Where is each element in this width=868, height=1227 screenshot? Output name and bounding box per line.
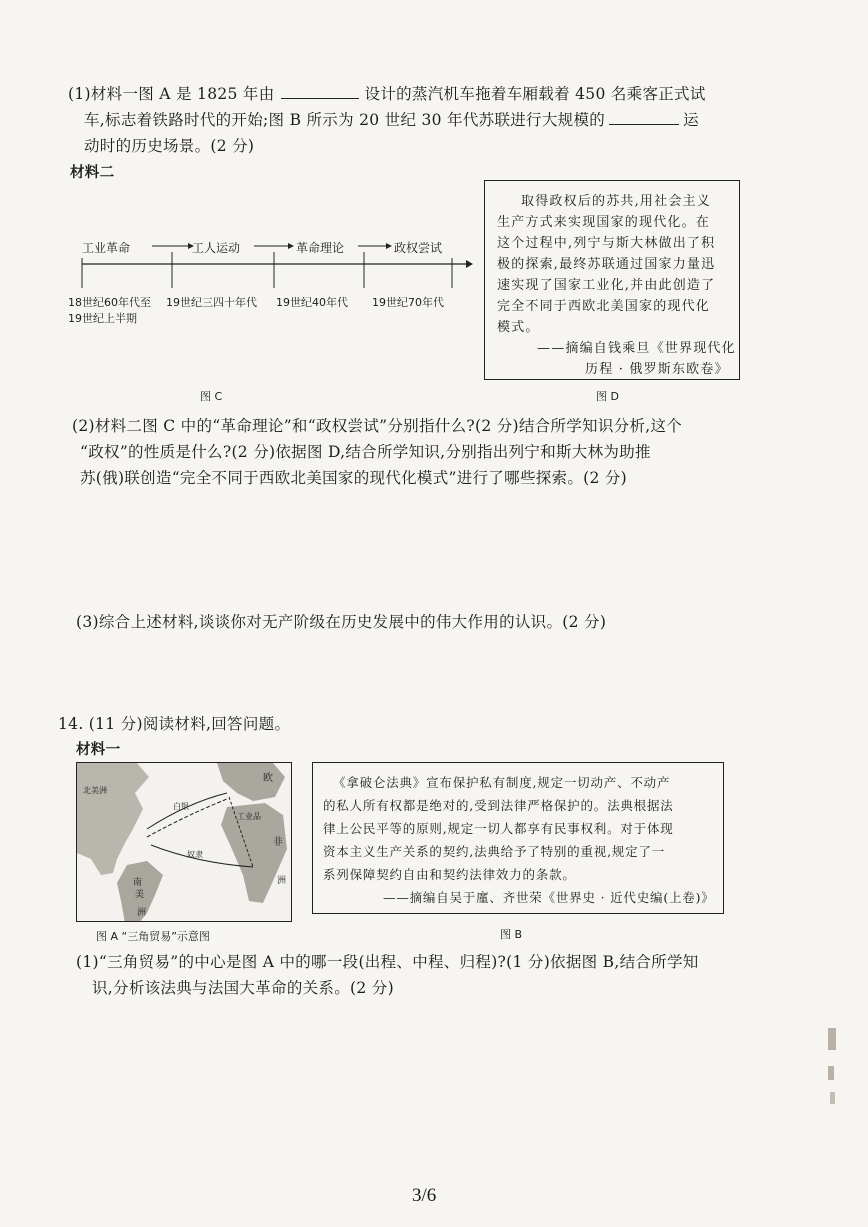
map-label-silver: 白银 — [173, 802, 189, 811]
scan-artifact-1 — [828, 1028, 836, 1050]
timeline-stage-3: 革命理论 — [296, 241, 345, 255]
timeline-period-2: 19世纪三四十年代 — [166, 296, 257, 309]
q13-p2-line3: 苏(俄)联创造“完全不同于西欧北美国家的现代化模式”进行了哪些探索。(2 分) — [80, 469, 628, 487]
map-label-manufactures: 工业品 — [237, 812, 261, 821]
q13-p1-line3: 动时的历史场景。(2 分) — [84, 137, 255, 155]
q14-p1-line2: 识,分析该法典与法国大革命的关系。(2 分) — [92, 979, 394, 997]
map-label-north-america: 北美洲 — [83, 786, 107, 795]
q13-p2-line2: “政权”的性质是什么?(2 分)依据图 D,结合所学知识,分别指出列宁和斯大林为助推 — [80, 443, 651, 461]
material-1-label: 材料一 — [76, 741, 121, 758]
q13-p1-line2: 车,标志着铁路时代的开始;图 B 所示为 20 世纪 30 年代苏联进行大规模的 运 — [84, 111, 699, 129]
timeline-period-3: 19世纪40年代 — [276, 296, 348, 309]
q14-p1-line1: (1)“三角贸易”的中心是图 A 中的哪一段(出程、中程、归程)?(1 分)依据图 B,结合所学知 — [76, 953, 699, 971]
timeline-period-1b: 19世纪上半期 — [68, 312, 137, 325]
figure-d-text: 取得政权后的苏共,用社会主义 生产方式来实现国家的现代化。在 这个过程中,列宁与斯大林做出了积 极的探索,最终苏联通过国家力量迅 速实现了国家工业化,并由此创造了 完全不同于西欧北美国家的现代化 模式。 ——摘编自钱乘旦《世界现代化 历程 · 俄罗斯东欧卷》 — [497, 194, 736, 377]
figure-d-box — [484, 180, 740, 380]
figure-d-source: ——摘编自钱乘旦《世界现代化 — [537, 341, 736, 356]
caption-figure-b: 图 B — [500, 928, 523, 941]
timeline-axis-arrow — [466, 260, 473, 268]
q13-p2-line1: (2)材料二图 C 中的“革命理论”和“政权尝试”分别指什么?(2 分)结合所学知识分析,这个 — [72, 417, 683, 435]
caption-figure-c: 图 C — [200, 390, 223, 403]
q13-p1-line1: (1)材料一图 A 是 1825 年由 设计的蒸汽机车拖着车厢载着 450 名乘客正式试 — [68, 85, 706, 103]
map-label-south-1: 南 — [133, 878, 143, 888]
map-label-slaves: 奴隶 — [187, 850, 203, 859]
north-america-shape — [77, 763, 149, 875]
figure-a-map — [76, 762, 292, 922]
q14-header: 14. (11 分)阅读材料,回答问题。 — [58, 715, 291, 733]
map-label-africa-2: 洲 — [277, 876, 287, 886]
europe-shape — [217, 763, 285, 801]
figure-b-box — [312, 762, 724, 914]
page-number: 3/6 — [412, 1185, 437, 1206]
map-label-south-2: 美 — [135, 890, 145, 900]
map-label-africa: 非 — [273, 837, 283, 848]
scan-artifact-2 — [828, 1066, 834, 1080]
timeline-figure-c — [68, 228, 478, 288]
timeline-period-4: 19世纪70年代 — [372, 296, 444, 309]
timeline-stage-4: 政权尝试 — [394, 241, 443, 255]
timeline-stage-2: 工人运动 — [192, 241, 241, 255]
figure-b-text: 《拿破仑法典》宣布保护私有制度,规定一切动产、不动产 的私人所有权都是绝对的,受到法律严格保护的。法典根据法 律上公民平等的原则,规定一切人都享有民事权利。对于体现 资本主义生产关系的契约,法典给予了特别的重视,规定了一 系列保障契约自由和契约法律效力的条款。 ——摘编自吴于廑、齐世荣《世界史 · 近代史编(上卷)》 — [323, 771, 715, 909]
caption-figure-a: 图 A “三角贸易”示意图 — [96, 930, 210, 943]
material-2-label: 材料二 — [70, 164, 115, 181]
timeline-period-1a: 18世纪60年代至 — [68, 296, 151, 309]
scan-artifact-3 — [830, 1092, 835, 1104]
answer-blank-2[interactable] — [609, 110, 679, 125]
triangle-trade-map-svg — [77, 763, 292, 922]
map-label-europe: 欧 — [263, 773, 273, 784]
q13-p3: (3)综合上述材料,谈谈你对无产阶级在历史发展中的伟大作用的认识。(2 分) — [76, 613, 607, 631]
caption-figure-d: 图 D — [596, 390, 619, 403]
map-label-south-3: 洲 — [137, 908, 147, 918]
answer-blank-1[interactable] — [281, 84, 359, 99]
figure-b-source: ——摘编自吴于廑、齐世荣《世界史 · 近代史编(上卷)》 — [383, 890, 715, 905]
timeline-stage-1: 工业革命 — [82, 241, 131, 255]
